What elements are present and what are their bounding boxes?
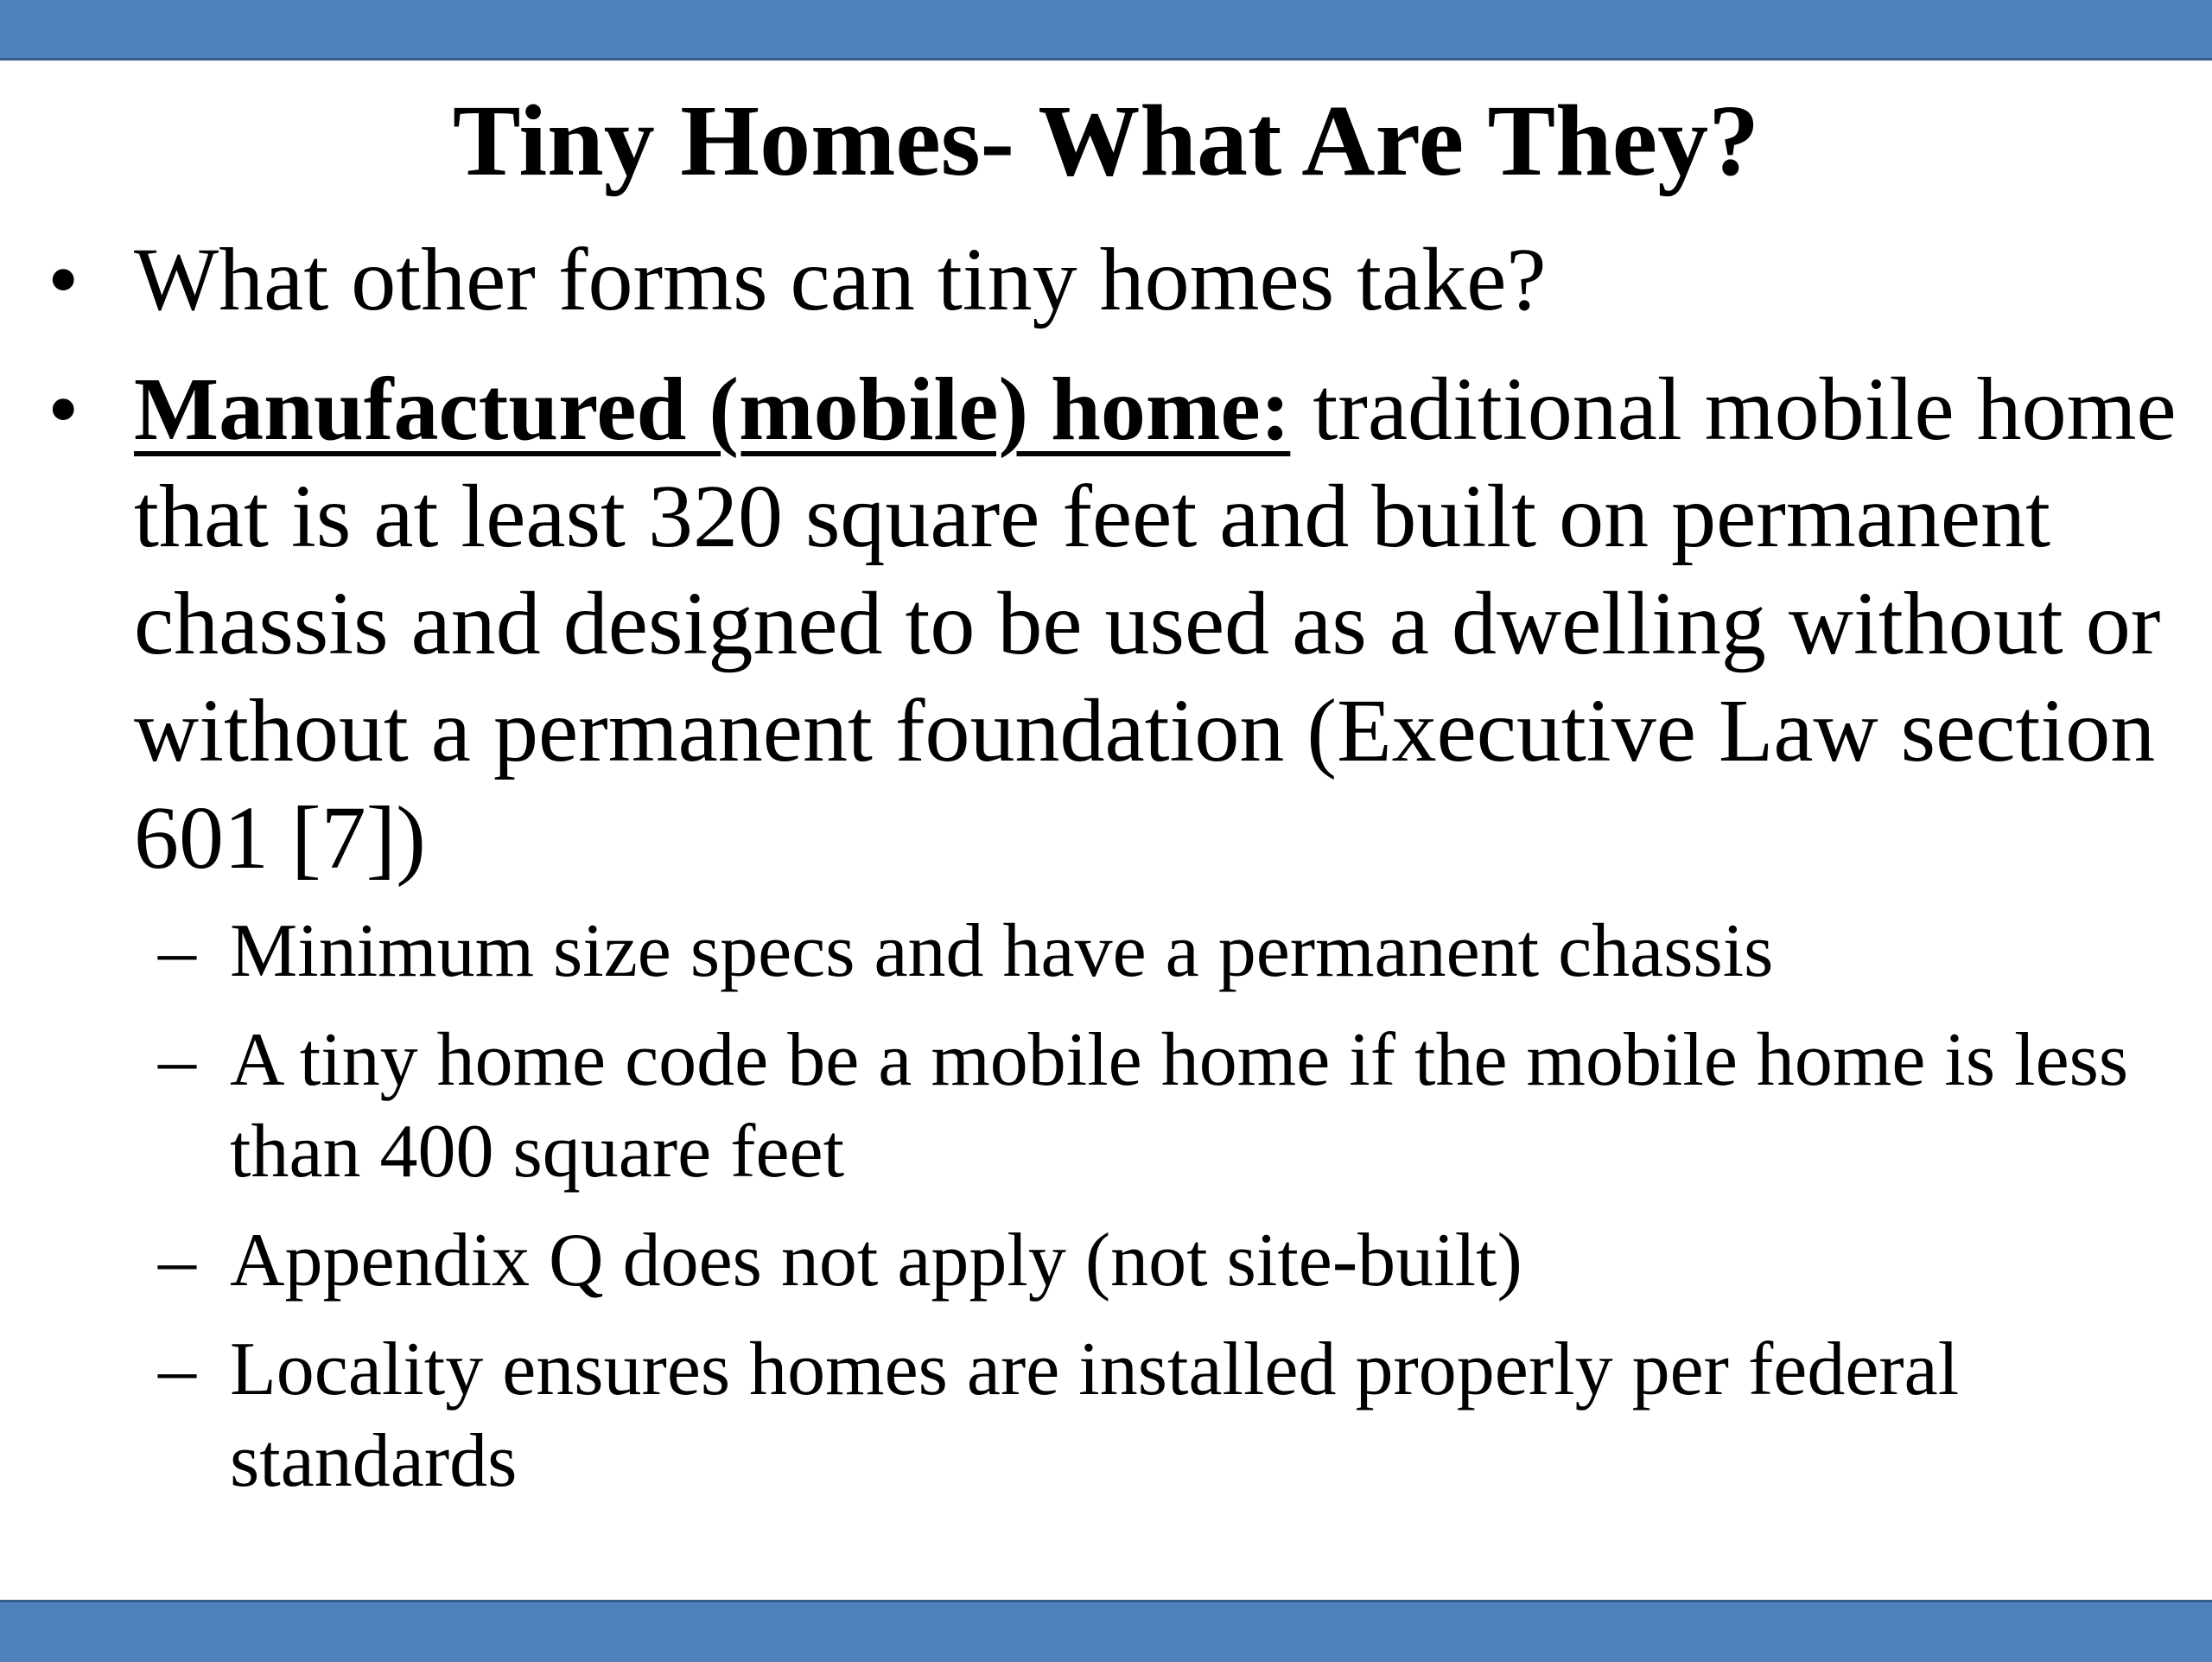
bullet-item bbox=[0, 356, 2212, 892]
bullet-item bbox=[0, 226, 2212, 334]
sub-bullet-item bbox=[0, 1324, 2212, 1507]
bullet-text: traditional mobile home that is at least 320 square feet and built on permanent chassis and designed to be used as a dwelling without or without a permanent foundation (Executive Law section 601 [7]) bbox=[134, 360, 2177, 888]
bullet-marker: • bbox=[48, 230, 79, 329]
bullet-marker: • bbox=[48, 360, 79, 459]
sub-bullet-item bbox=[0, 1015, 2212, 1198]
sub-bullet-text: Appendix Q does not apply (not site-built) bbox=[230, 1219, 1522, 1302]
sub-bullet-item bbox=[0, 906, 2212, 997]
definition-term: Manufactured (mobile) home: bbox=[134, 360, 1291, 459]
sub-bullet-item bbox=[0, 1215, 2212, 1307]
sub-bullet-text: Locality ensures homes are installed properly per federal standards bbox=[230, 1328, 1960, 1503]
sub-bullet-text: Minimum size specs and have a permanent chassis bbox=[230, 909, 1774, 993]
slide-title: Tiny Homes- What Are They? bbox=[452, 84, 1760, 197]
sub-bullet-marker: – bbox=[158, 1328, 196, 1411]
sub-bullet-marker: – bbox=[158, 909, 196, 993]
sub-bullet-marker: – bbox=[158, 1219, 196, 1302]
slide-body bbox=[0, 226, 2212, 1507]
sub-bullet-marker: – bbox=[158, 1018, 196, 1102]
bottom-accent-bar bbox=[0, 1600, 2212, 1662]
top-accent-bar bbox=[0, 0, 2212, 60]
sub-bullet-text: A tiny home code be a mobile home if the mobile home is less than 400 square feet bbox=[230, 1018, 2129, 1194]
bullet-text: What other forms can tiny homes take? bbox=[134, 230, 1547, 329]
